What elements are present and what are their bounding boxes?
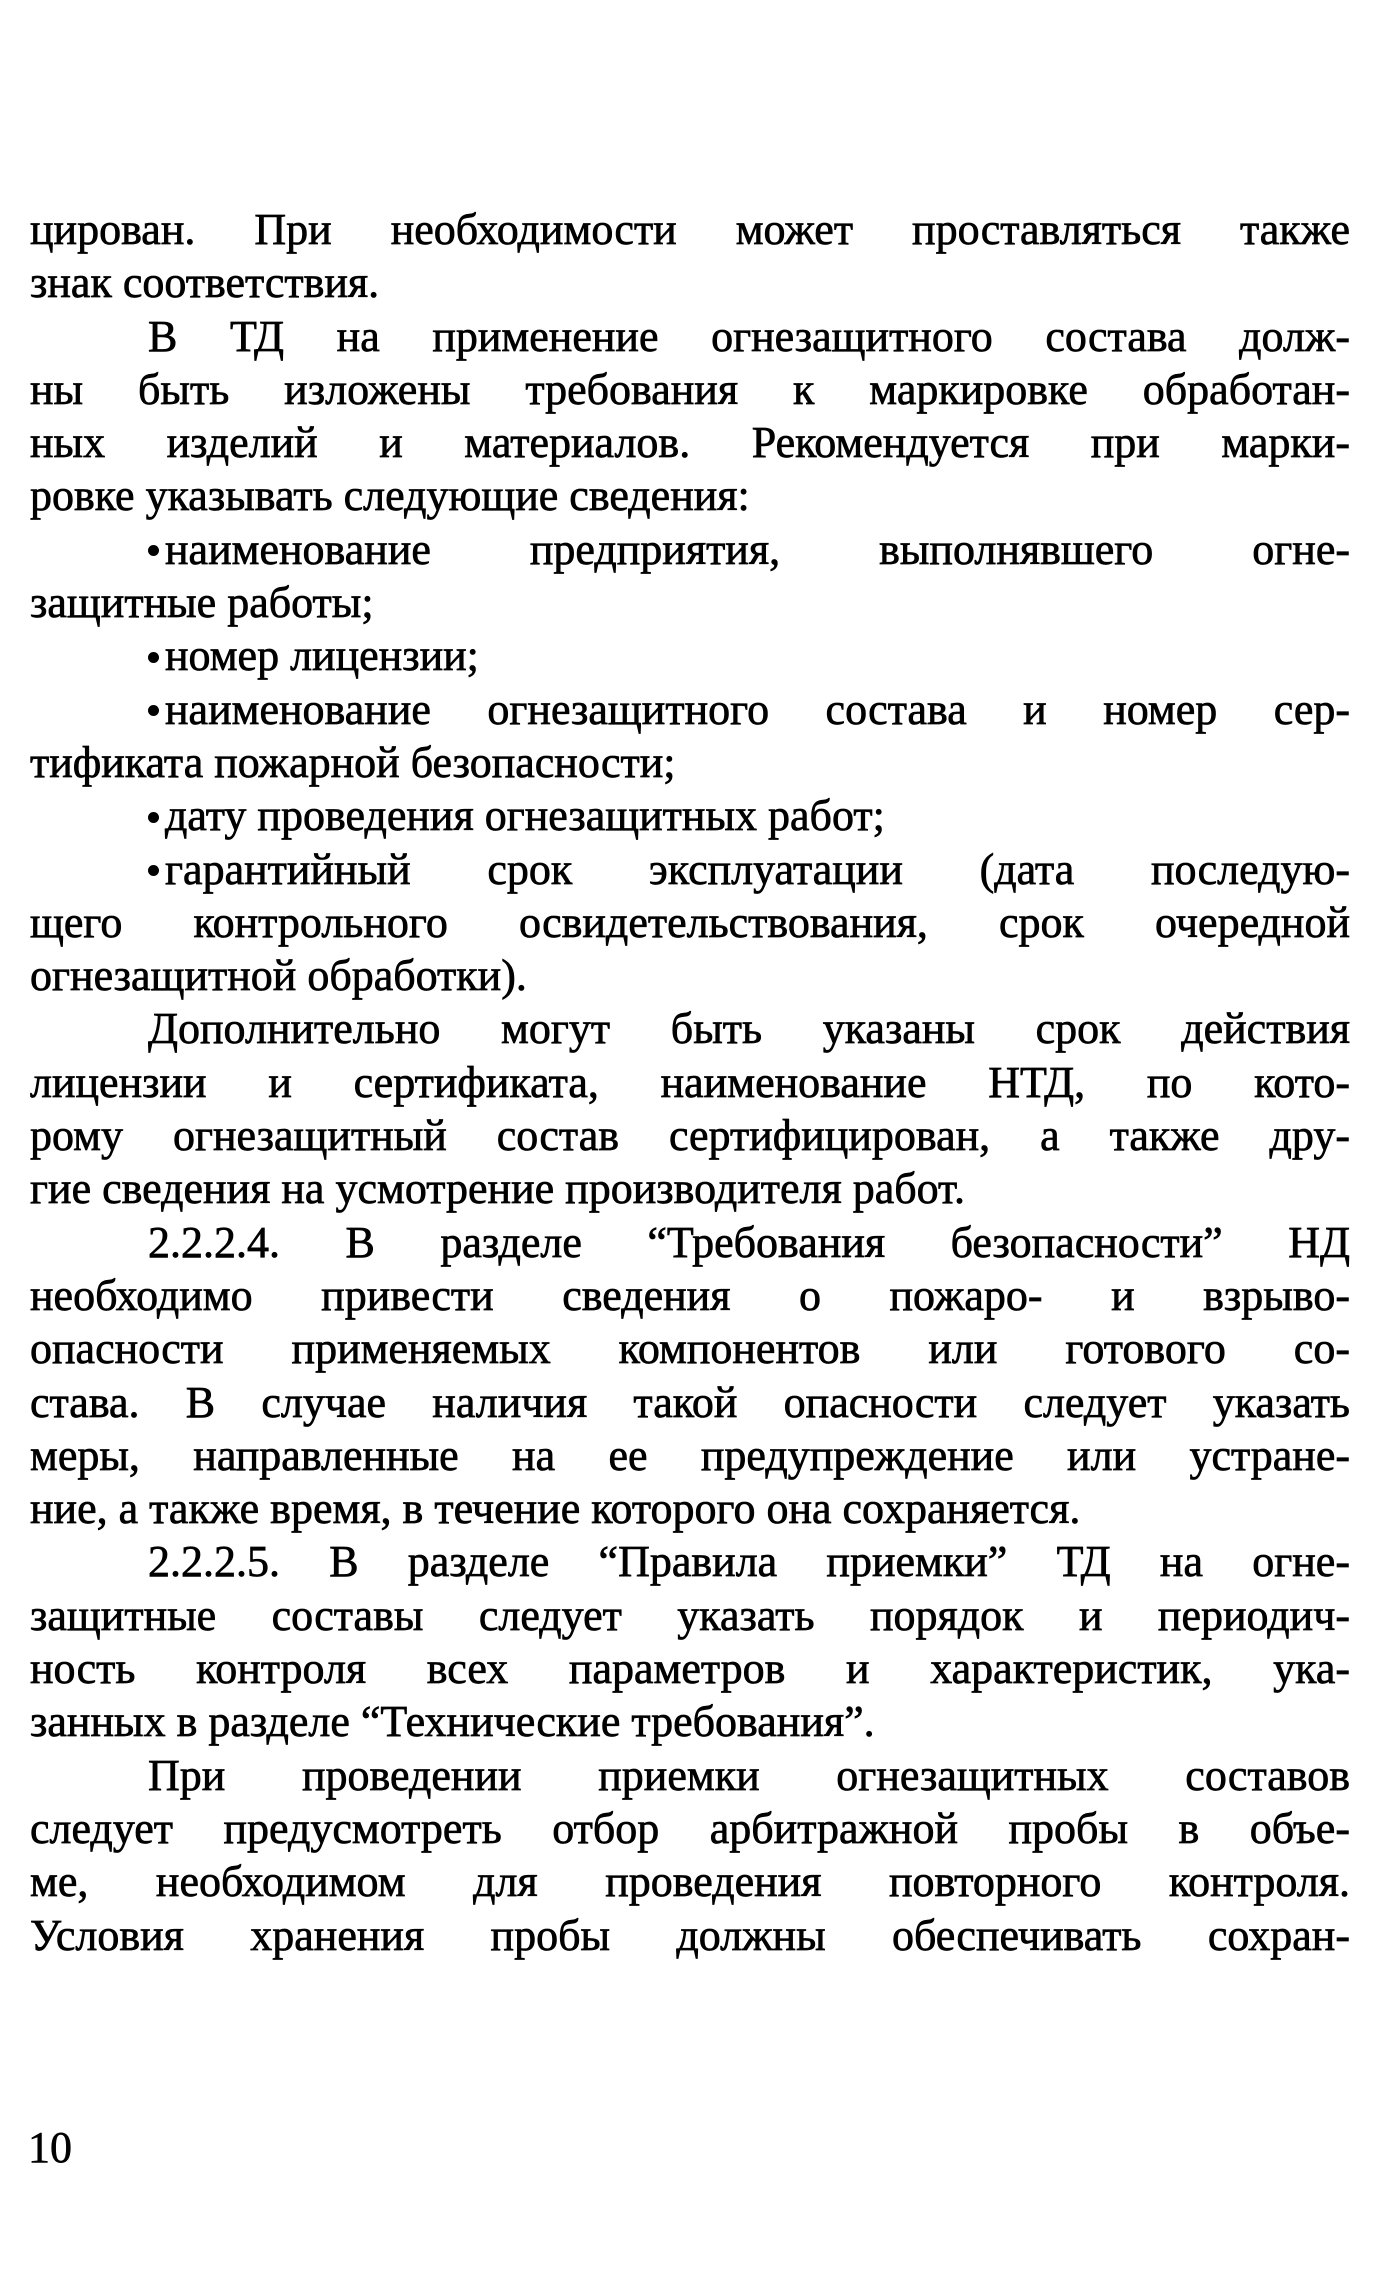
text-line: ны быть изложены требования к маркировке обработан-: [30, 364, 1350, 414]
page-number: 10: [28, 2123, 72, 2172]
text-line: става. В случае наличия такой опасности следует указать: [30, 1377, 1350, 1427]
bullet-item: [30, 683, 1350, 736]
text-line: щего контрольного освидетельствования, срок очередной: [30, 897, 1350, 947]
bullet-text: дату проведения огнезащитных работ;: [165, 791, 885, 841]
text-line: опасности применяемых компонентов или готового со-: [30, 1324, 1350, 1374]
bullet-icon: [148, 705, 159, 716]
body-text: [30, 203, 1350, 1962]
text-line: тификата пожарной безопасности;: [30, 737, 676, 787]
text-line: цирован. При необходимости может проставляться также: [30, 205, 1350, 254]
bullet-item: [30, 789, 1350, 842]
bullet-text: гарантийный срок эксплуатации (дата последую-: [165, 844, 1350, 894]
text-line: Условия хранения пробы должны обеспечивать сохран-: [30, 1910, 1350, 1960]
text-line: ных изделий и материалов. Рекомендуется при марки-: [30, 418, 1350, 468]
text-line: следует предусмотреть отбор арбитражной пробы в объе-: [30, 1803, 1350, 1853]
text-line: рому огнезащитный состав сертифицирован, а также дру-: [30, 1111, 1350, 1161]
bullet-item: [30, 629, 1350, 682]
bullet-icon: [148, 812, 159, 823]
paragraph-first-line: 2.2.2.4. В разделе “Требования безопасности” НД: [148, 1217, 1350, 1267]
text-line: необходимо привести сведения о пожаро- и взрыво-: [30, 1270, 1350, 1320]
text-line: защитные работы;: [30, 578, 374, 628]
bullet-icon: [148, 652, 159, 663]
bullet-icon: [148, 865, 159, 876]
bullet-text: номер лицензии;: [165, 631, 479, 681]
text-line: ность контроля всех параметров и характеристик, ука-: [30, 1644, 1350, 1694]
text-line: знак соответствия.: [30, 258, 380, 308]
text-line: меры, направленные на ее предупреждение или устране-: [30, 1430, 1350, 1480]
bullet-text: наименование огнезащитного состава и номер сер-: [165, 684, 1350, 734]
paragraph-first-line: При проведении приемки огнезащитных составов: [148, 1750, 1350, 1800]
bullet-icon: [148, 545, 159, 556]
bullet-text: наименование предприятия, выполнявшего огне-: [165, 524, 1350, 574]
paragraph-first-line: 2.2.2.5. В разделе “Правила приемки” ТД на огне-: [148, 1537, 1350, 1587]
text-line: ровке указывать следующие сведения:: [30, 471, 750, 521]
paragraph-first-line: Дополнительно могут быть указаны срок действия: [148, 1004, 1350, 1054]
text-line: лицензии и сертификата, наименование НТД, по кото-: [30, 1057, 1350, 1107]
bullet-item: [30, 523, 1350, 576]
paragraph-first-line: В ТД на применение огнезащитного состава долж-: [148, 311, 1350, 361]
text-line: защитные составы следует указать порядок и периодич-: [30, 1590, 1350, 1640]
text-line: гие сведения на усмотрение производителя работ.: [30, 1164, 965, 1214]
text-line: огнезащитной обработки).: [30, 951, 527, 1001]
bullet-item: [30, 843, 1350, 896]
text-line: ме, необходимом для проведения повторного контроля.: [30, 1857, 1350, 1907]
text-line: занных в разделе “Технические требования”.: [30, 1697, 875, 1747]
text-line: ние, а также время, в течение которого она сохраняется.: [30, 1484, 1081, 1534]
